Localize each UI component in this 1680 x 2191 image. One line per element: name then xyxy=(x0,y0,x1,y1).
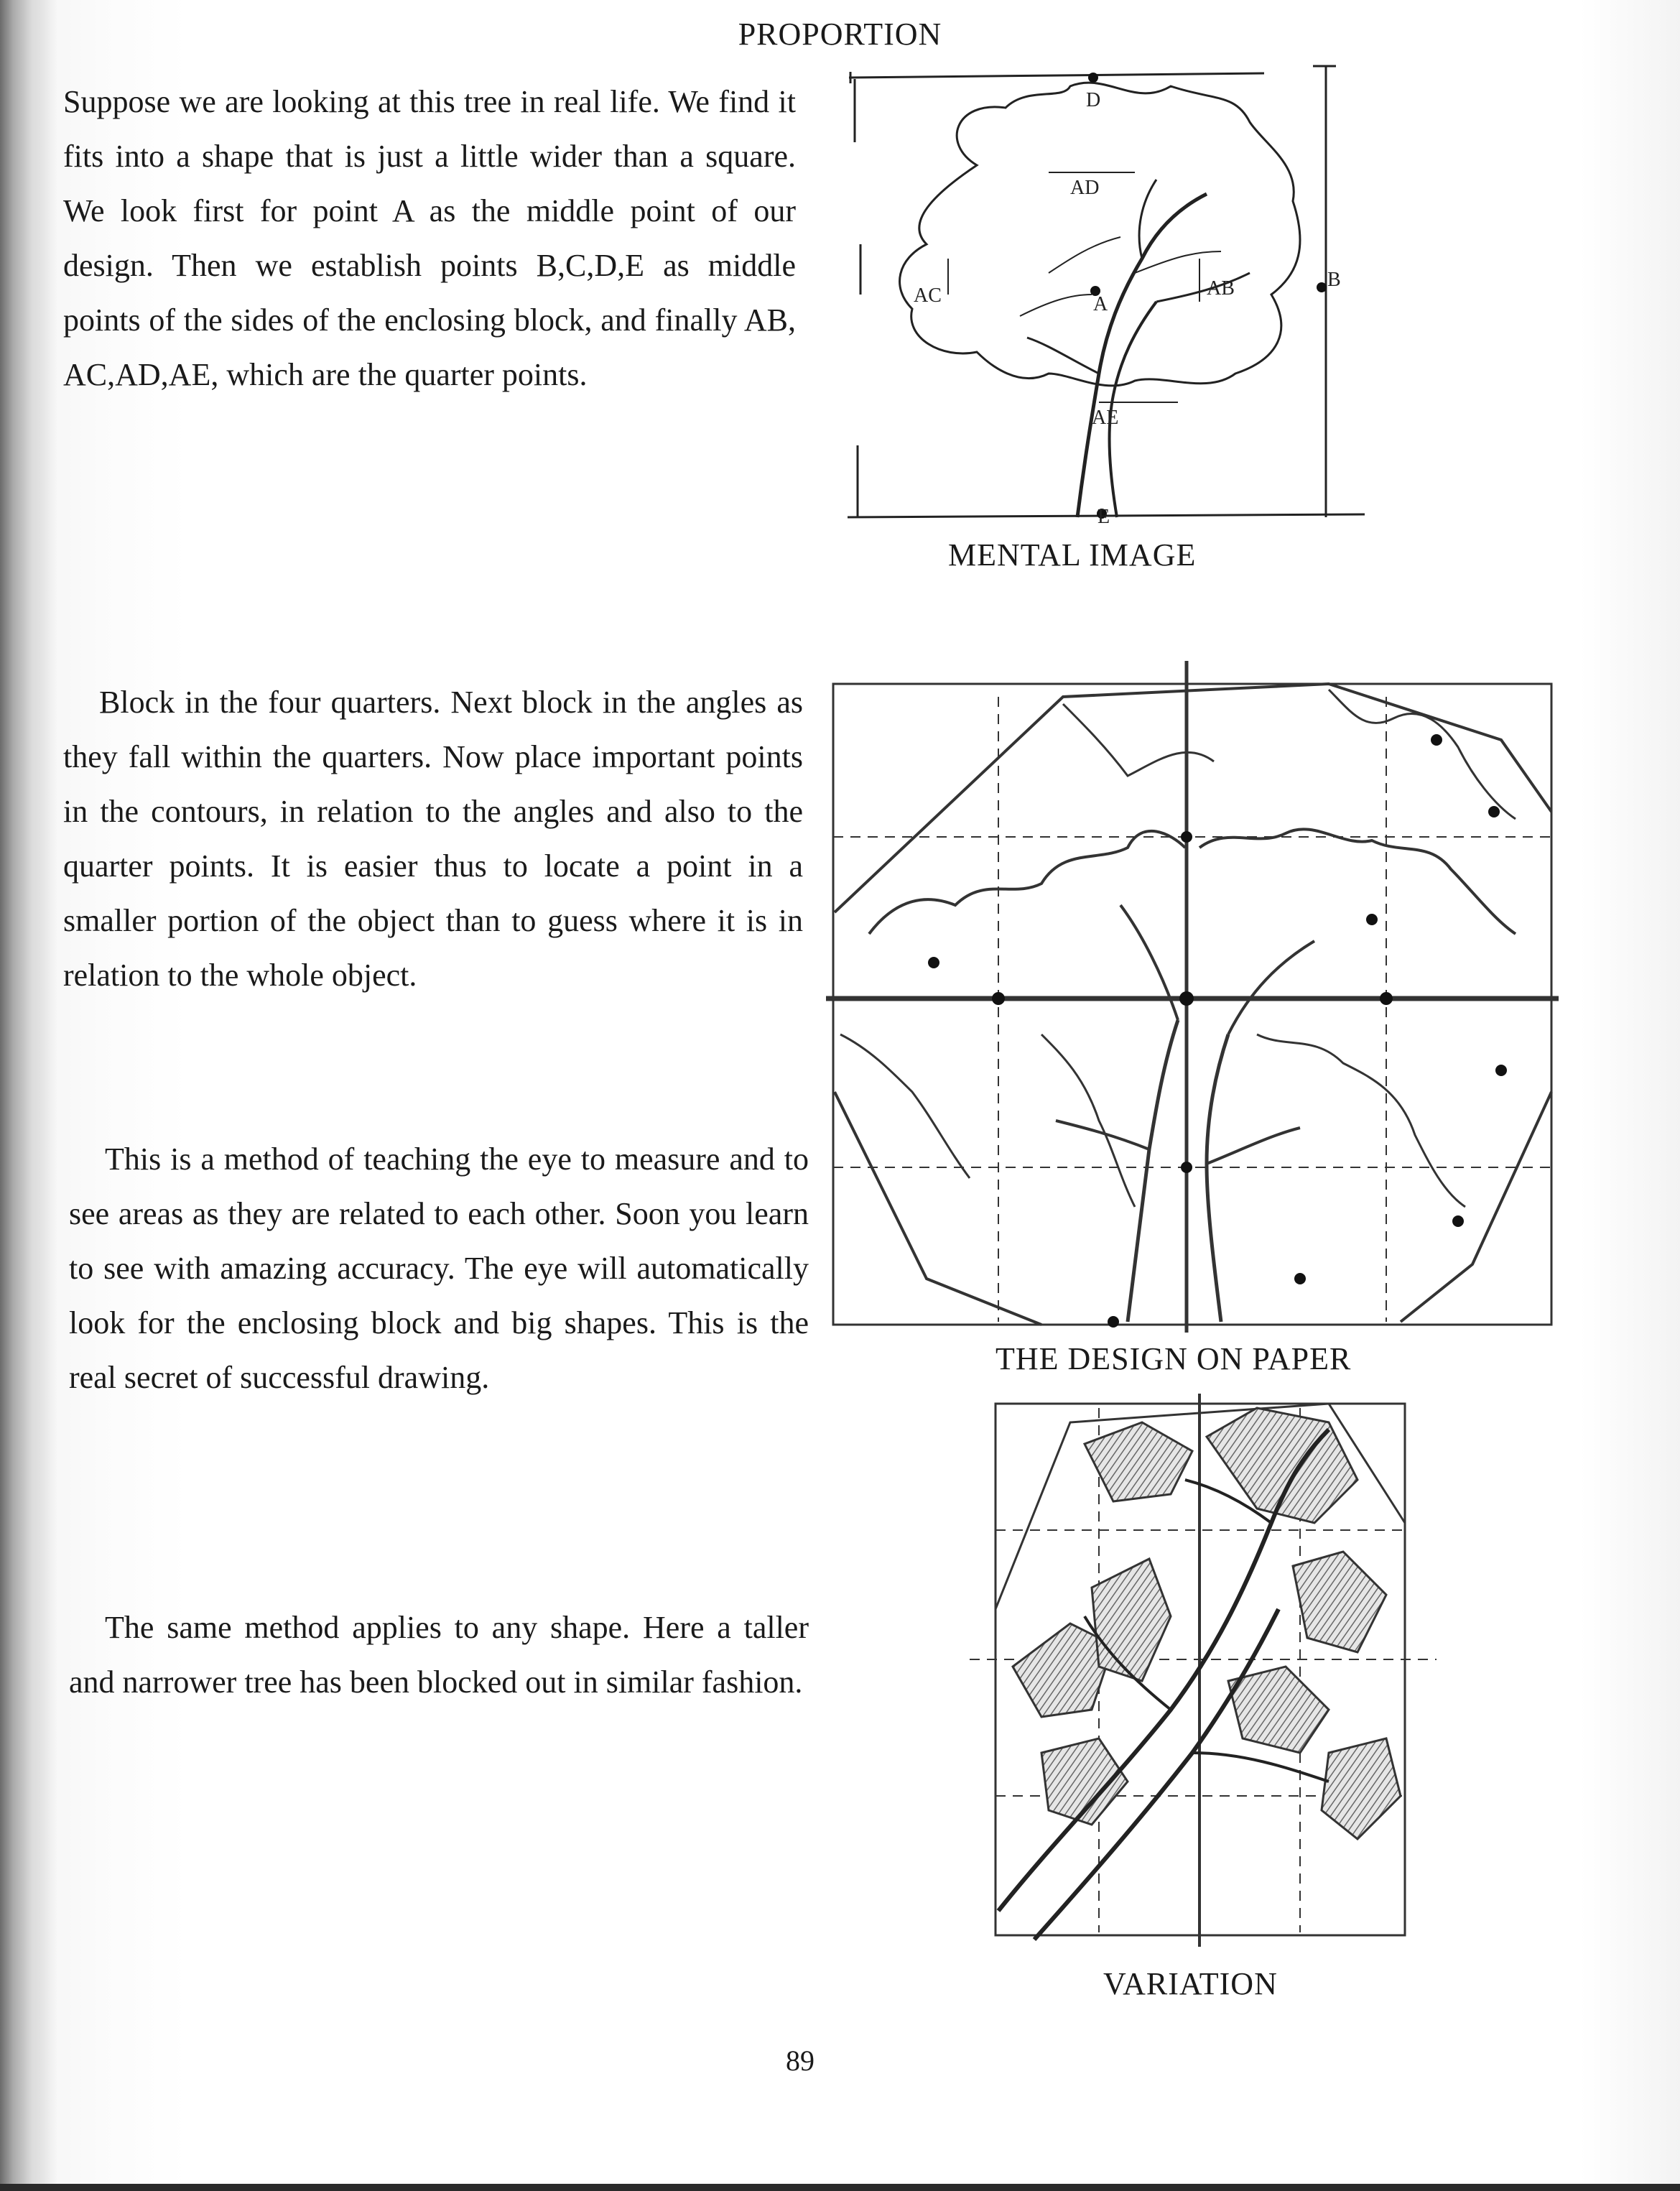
label-ae: AE xyxy=(1092,407,1119,429)
paragraph-block-quarters: Block in the four quarters. Next block in the angles as they fall within the quarters. Now place important points in the contours, in relation to the angles and also to the quarter points. It is easier thus to locate a point in a smaller portion of the object than to guess where it is in relation to the whole object. xyxy=(63,685,803,993)
caption-variation: VARIATION xyxy=(1103,1966,1278,2001)
label-a: A xyxy=(1093,293,1108,315)
design-on-paper-figure xyxy=(826,632,1559,1343)
page-title: PROPORTION xyxy=(738,17,942,52)
label-ac: AC xyxy=(914,284,942,307)
caption-design-on-paper: THE DESIGN ON PAPER xyxy=(996,1341,1352,1376)
label-e: E xyxy=(1097,506,1110,528)
mental-image-figure xyxy=(833,57,1379,532)
paragraph-same-method: The same method applies to any shape. Here a taller and narrower tree has been blocked out in similar fashion. xyxy=(69,1610,809,1700)
label-b: B xyxy=(1327,269,1341,291)
paragraph-intro: Suppose we are looking at this tree in real life. We find it fits into a shape that is just a little wider than a square. We look first for point A as the middle point of our design. Then we establish points B,C,D,E as middle points of the sides of the enclosing block, and finally AB, AC,AD,AE, which are the quarter points. xyxy=(63,84,796,392)
page-number: 89 xyxy=(786,2044,815,2077)
scan-edge xyxy=(0,2184,1680,2191)
label-d: D xyxy=(1086,89,1101,111)
caption-mental-image: MENTAL IMAGE xyxy=(948,537,1197,573)
label-ad: AD xyxy=(1070,177,1100,199)
paragraph-method: This is a method of teaching the eye to measure and to see areas as they are related to each other. Soon you learn to see with amazing accuracy. The eye will automatically look for the enclosing block and big shapes. This is the real secret of successful drawing. xyxy=(69,1141,809,1395)
variation-figure xyxy=(955,1379,1444,1954)
label-ab: AB xyxy=(1207,277,1235,300)
book-spine-shadow xyxy=(0,0,57,2191)
